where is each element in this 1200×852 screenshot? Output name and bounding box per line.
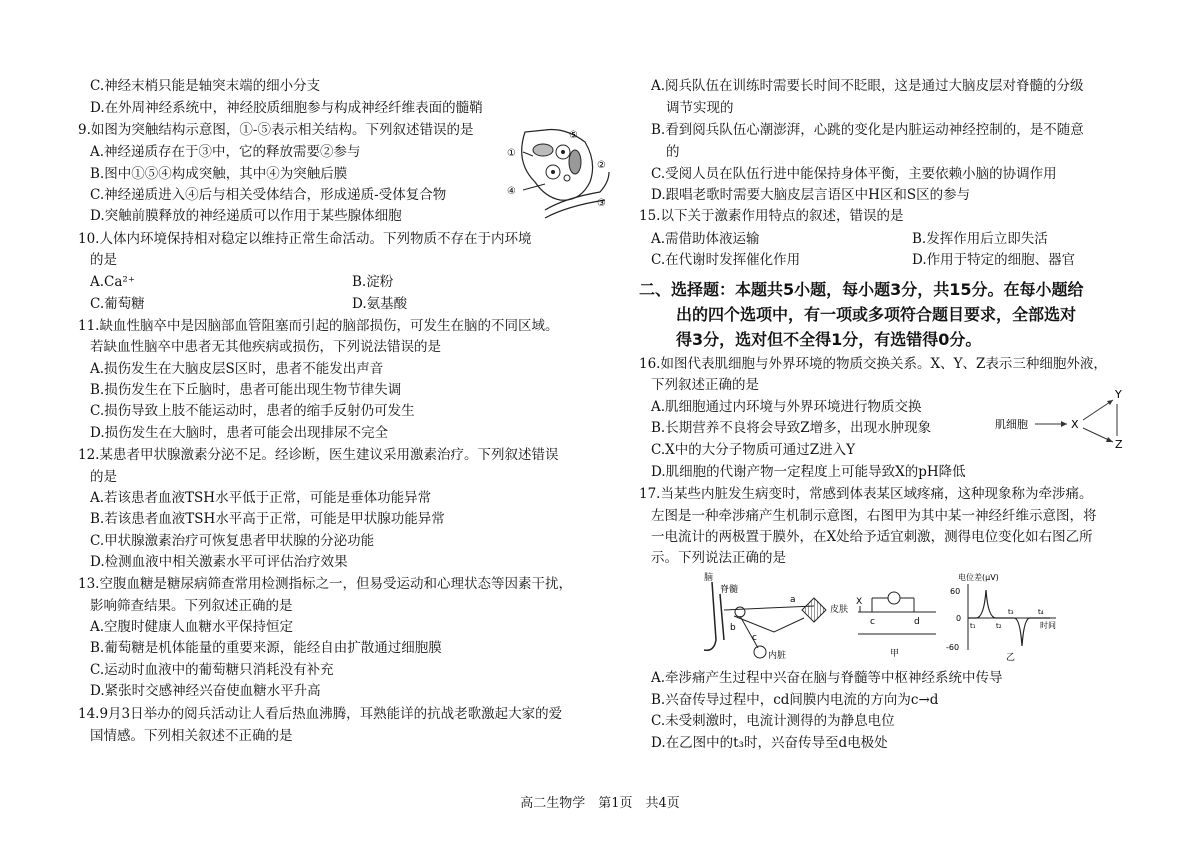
question-10-stem: 10.人体内环境保持相对稳定以维持正常生命活动。下列物质不存在于内环境 bbox=[78, 231, 532, 247]
nerve-fiber-diagram-jia bbox=[852, 582, 942, 660]
text-line: A.空腹时健康人血糖水平保持恒定 bbox=[90, 619, 294, 635]
electrode-d-label: d bbox=[914, 617, 920, 627]
text-line: 的 bbox=[666, 144, 680, 160]
q15-option-a: A.需借助体液运输 bbox=[651, 231, 760, 247]
page-footer: 高二生物学 第1页 共4页 bbox=[520, 796, 680, 811]
brain-label: 脑 bbox=[704, 573, 714, 583]
label-1: ① bbox=[507, 148, 516, 159]
question-13-stem: 13.空腹血糖是糖尿病筛查常用检测指标之一，但易受运动和心理状态等因素干扰， bbox=[78, 576, 572, 592]
q10-option-a: A.Ca²⁺ bbox=[90, 274, 135, 290]
question-12-stem: 12.某患者甲状腺激素分泌不足。经诊断，医生建议采用激素治疗。下列叙述错误 bbox=[78, 447, 559, 463]
question-9-stem: 9.如图为突触结构示意图，①-⑤表示相关结构。下列叙述错误的是 bbox=[78, 122, 474, 138]
y-tick-0: 0 bbox=[956, 614, 962, 623]
text-line: B.葡萄糖是机体能量的重要来源，能经自由扩散通过细胞膜 bbox=[90, 640, 442, 656]
referred-pain-diagram bbox=[694, 570, 854, 662]
text-line: B.长期营养不良将会导致Z增多，出现水肿现象 bbox=[651, 420, 932, 436]
q10-option-b: B.淀粉 bbox=[352, 274, 394, 290]
text-line: A.阅兵队伍在训练时需要长时间不眨眼，这是通过大脑皮层对脊髓的分级 bbox=[651, 78, 1084, 94]
text-line: C.损伤导致上肢不能运动时，患者的缩手反射仍可发生 bbox=[90, 403, 415, 419]
text-line: D.检测血液中相关激素水平可评估治疗效果 bbox=[90, 554, 348, 570]
q10-option-d: D.氨基酸 bbox=[352, 296, 408, 312]
t2-label: t₂ bbox=[996, 622, 1002, 630]
text-line: B.看到阅兵队伍心潮澎湃，心跳的变化是内脏运动神经控制的，是不随意 bbox=[651, 122, 1084, 138]
text-line: C.运动时血液中的葡萄糖只消耗没有补充 bbox=[90, 662, 334, 678]
text-line: B.图中①⑤④构成突触，其中④为突触后膜 bbox=[90, 166, 348, 182]
text-line: A.肌细胞通过内环境与外界环境进行物质交换 bbox=[651, 399, 922, 415]
text-line: C.受阅人员在队伍行进中能保持身体平衡，主要依赖小脑的协调作用 bbox=[651, 166, 1057, 182]
q17-option-d: D.在乙图中的t₃时，兴奋传导至d电极处 bbox=[651, 735, 888, 751]
q17-option-b: B.兴奋传导过程中，cd间膜内电流的方向为c→d bbox=[651, 692, 939, 708]
q17-option-a: A.牵涉痛产生过程中兴奋在脑与脊髓等中枢神经系统中传导 bbox=[651, 670, 1003, 686]
question-16-stem: 16.如图代表肌细胞与外界环境的物质交换关系。X、Y、Z表示三种细胞外液， bbox=[639, 356, 1107, 372]
text-line: D.在外周神经系统中，神经胶质细胞参与构成神经纤维表面的髓鞘 bbox=[90, 100, 483, 116]
section-2-heading: 二、选择题：本题共5小题，每小题3分，共15分。在每小题给 bbox=[639, 280, 1084, 299]
text-line: 一电流计的两极置于膜外，在X处给予适宜刺激，测得电位变化如右图乙所 bbox=[651, 529, 1093, 545]
text-line: 调节实现的 bbox=[666, 100, 734, 116]
text-line: D.损伤发生在大脑时，患者可能会出现排尿不完全 bbox=[90, 425, 389, 441]
section-2-heading: 出的四个选项中，有一项或多项符合题目要求，全部选对 bbox=[676, 305, 1077, 324]
text-line: 影响筛查结果。下列叙述正确的是 bbox=[90, 598, 293, 614]
label-2: ② bbox=[597, 160, 606, 171]
fluid-exchange-diagram bbox=[995, 388, 1135, 450]
text-line: B.损伤发生在下丘脑时，患者可能出现生物节律失调 bbox=[90, 382, 402, 398]
text-line: D.跟唱老歌时需要大脑皮层言语区中H区和S区的参与 bbox=[651, 187, 971, 203]
y-axis-label: 电位差(μV) bbox=[958, 573, 999, 582]
text-line: 的是 bbox=[90, 252, 117, 268]
question-11-stem: 11.缺血性脑卒中是因脑部血管阻塞而引起的脑部损伤，可发生在脑的不同区域。 bbox=[78, 318, 559, 334]
c-label: c bbox=[752, 633, 757, 643]
y-tick-neg60: -60 bbox=[946, 643, 960, 652]
text-line: 国情感。下列相关叙述不正确的是 bbox=[90, 728, 293, 744]
text-line: 若缺血性脑卒中患者无其他疾病或损伤，下列说法错误的是 bbox=[90, 339, 441, 355]
organ-label: 内脏 bbox=[768, 651, 787, 661]
t3-label: t₃ bbox=[1008, 608, 1014, 616]
y-label: Y bbox=[1115, 388, 1122, 401]
muscle-cell-label: 肌细胞 bbox=[995, 418, 1028, 431]
q17-option-c: C.未受刺激时，电流计测得的为静息电位 bbox=[651, 713, 895, 729]
text-line: 的是 bbox=[90, 469, 117, 485]
text-line: 下列叙述正确的是 bbox=[651, 377, 759, 393]
q15-option-b: B.发挥作用后立即失活 bbox=[912, 231, 1048, 247]
synapse-diagram bbox=[505, 122, 615, 222]
text-line: A.若该患者血液TSH水平低于正常，可能是垂体功能异常 bbox=[90, 490, 432, 506]
t4-label: t₄ bbox=[1038, 608, 1044, 616]
text-line: 示。下列说法正确的是 bbox=[651, 550, 786, 566]
text-line: C.X中的大分子物质可通过Z进入Y bbox=[651, 442, 856, 458]
text-line: D.紧张时交感神经兴奋使血糖水平升高 bbox=[90, 683, 321, 699]
jia-label: 甲 bbox=[890, 649, 900, 659]
text-line: A.损伤发生在大脑皮层S区时，患者不能发出声音 bbox=[90, 361, 384, 377]
t1-label: t₁ bbox=[970, 622, 976, 630]
text-line: D.肌细胞的代谢产物一定程度上可能导致X的pH降低 bbox=[651, 464, 966, 480]
text-line: A.神经递质存在于③中，它的释放需要②参与 bbox=[90, 144, 361, 160]
question-17-stem: 17.当某些内脏发生病变时，常感到体表某区域疼痛，这种现象称为牵涉痛。 bbox=[639, 486, 1093, 502]
potential-graph-yi bbox=[946, 570, 1066, 662]
q15-option-d: D.作用于特定的细胞、器官 bbox=[912, 252, 1076, 268]
skin-label: 皮肤 bbox=[830, 605, 849, 615]
y-tick-60: 60 bbox=[950, 587, 961, 596]
text-line: C.神经末梢只能是轴突末端的细小分支 bbox=[90, 78, 321, 94]
q10-option-c: C.葡萄糖 bbox=[90, 296, 145, 312]
x-label: X bbox=[1071, 418, 1079, 431]
electrode-c-label: c bbox=[870, 617, 875, 627]
section-2-heading: 得3分，选对但不全得1分，有选错得0分。 bbox=[676, 330, 982, 349]
x-axis-label: 时间 bbox=[1040, 621, 1056, 630]
text-line: C.神经递质进入④后与相关受体结合，形成递质-受体复合物 bbox=[90, 187, 447, 203]
question-14-stem: 14.9月3日举办的阅兵活动让人看后热血沸腾，耳熟能详的抗战老歌激起大家的爱 bbox=[78, 706, 563, 722]
question-15-stem: 15.以下关于激素作用特点的叙述，错误的是 bbox=[639, 208, 904, 224]
spine-label: 脊髓 bbox=[720, 585, 739, 595]
q15-option-c: C.在代谢时发挥催化作用 bbox=[651, 252, 801, 268]
x-stimulus-label: X bbox=[856, 597, 863, 607]
text-line: C.甲状腺激素治疗可恢复患者甲状腺的分泌功能 bbox=[90, 533, 375, 549]
label-5: ⑤ bbox=[569, 130, 578, 141]
text-line: D.突触前膜释放的神经递质可以作用于某些腺体细胞 bbox=[90, 208, 402, 224]
text-line: B.若该患者血液TSH水平高于正常，可能是甲状腺功能异常 bbox=[90, 511, 445, 527]
text-line: 左图是一种牵涉痛产生机制示意图，右图甲为其中某一神经纤维示意图，将 bbox=[651, 508, 1097, 524]
yi-label: 乙 bbox=[1006, 653, 1016, 662]
z-label: Z bbox=[1115, 438, 1123, 450]
a-label: a bbox=[790, 595, 796, 605]
b-label: b bbox=[730, 623, 736, 633]
label-3: ③ bbox=[597, 198, 606, 209]
label-4: ④ bbox=[507, 186, 516, 197]
